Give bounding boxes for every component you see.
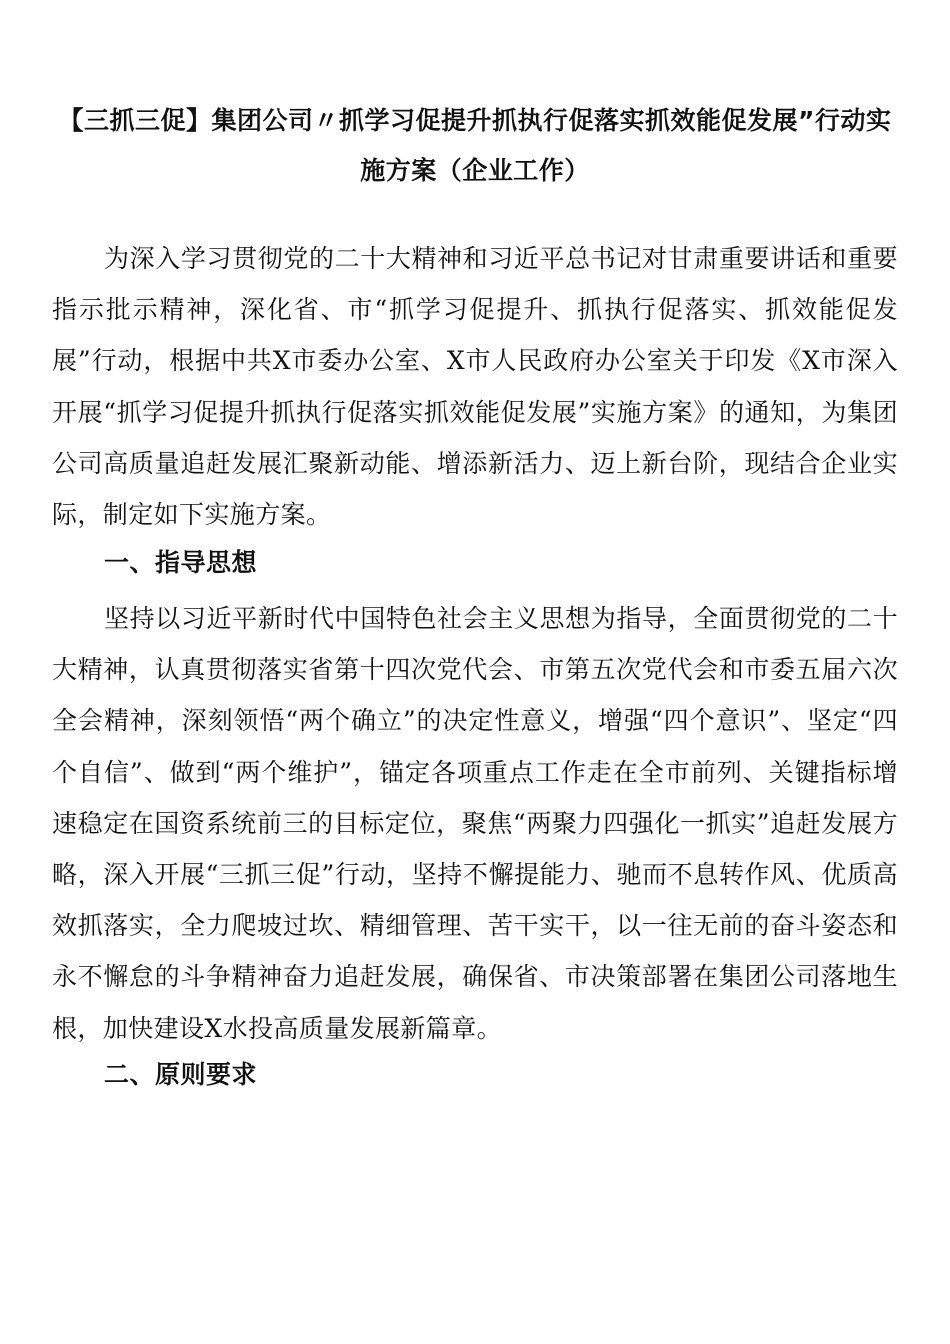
intro-paragraph: 为深入学习贯彻党的二十大精神和习近平总书记对甘肃重要讲话和重要指示批示精神，深化省、市“抓学习促提升、抓执行促落实、抓效能促发展”行动，根据中共X市委办公室、X市人民政府办公室关于印发《X市深入开展“抓学习促提升抓执行促落实抓效能促发展”实施方案》的通知，为集团公司高质量追赶发展汇聚新动能、增添新活力、迈上新台阶，现结合企业实际，制定如下实施方案。 <box>52 244 898 530</box>
section-heading-principles: 二、原则要求 <box>104 1060 258 1089</box>
guiding-ideology-paragraph: 坚持以习近平新时代中国特色社会主义思想为指导，全面贯彻党的二十大精神，认真贯彻落实省第十四次党代会、市第五次党代会和市委五届六次全会精神，深刻领悟“两个确立”的决定性意义，增强“四个意识”、坚定“四个自信”、做到“两个维护”，锚定各项重点工作走在全市前列、关键指标增速稳定在国资系统前三的目标定位，聚焦“两聚力四强化一抓实”追赶发展方略，深入开展“三抓三促”行动，坚持不懈提能力、驰而不息转作风、优质高效抓落实，全力爬坡过坎、精细管理、苦干实干，以一往无前的奋斗姿态和永不懈怠的斗争精神奋力追赶发展，确保省、市决策部署在集团公司落地生根，加快建设X水投高质量发展新篇章。 <box>52 604 898 1043</box>
document-title: 【三抓三促】集团公司〃抓学习促提升抓执行促落实抓效能促发展”行动实施方案（企业工作） <box>58 106 892 185</box>
section-heading-guiding-ideology: 一、指导思想 <box>104 548 258 577</box>
